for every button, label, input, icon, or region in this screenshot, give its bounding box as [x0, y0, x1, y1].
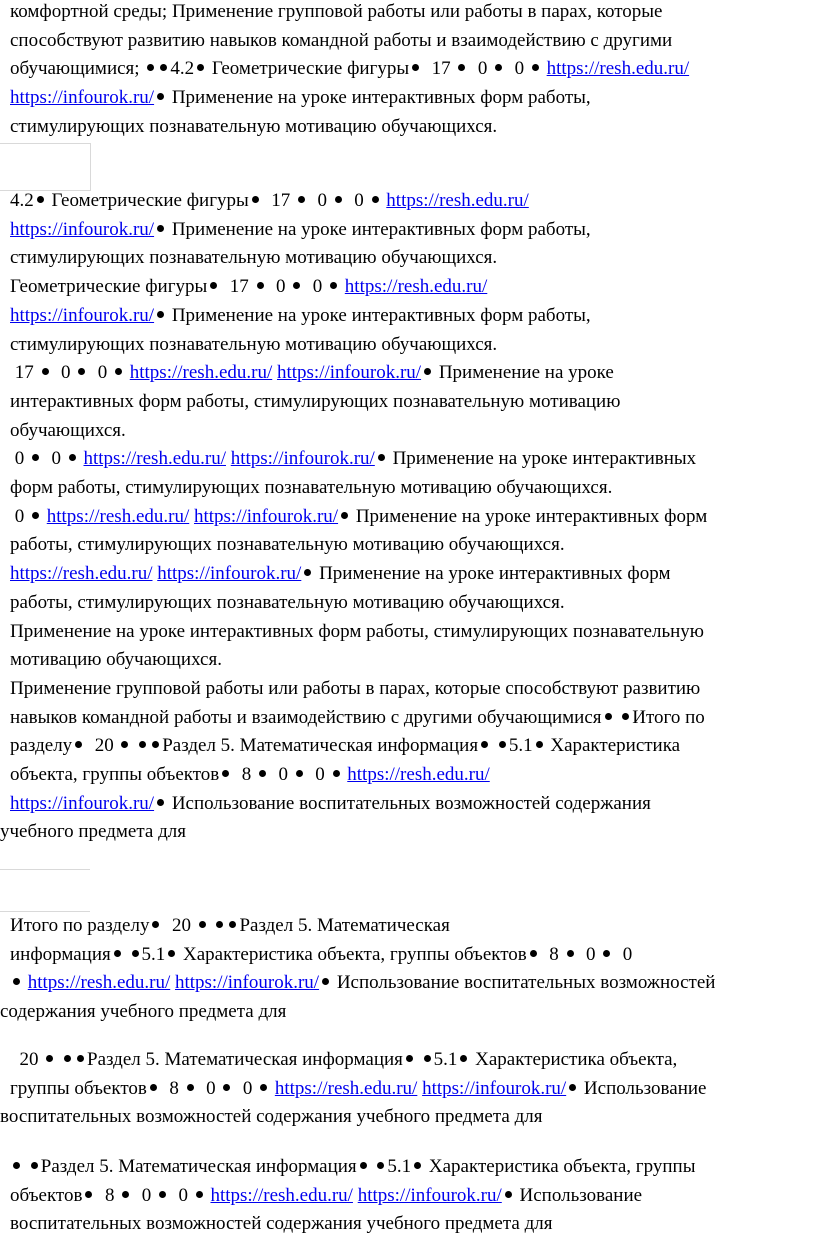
- bullet-icon: [159, 1191, 166, 1198]
- resh-link[interactable]: https://resh.edu.ru/: [347, 764, 490, 786]
- number: 5.1: [433, 1049, 458, 1070]
- infourok-link[interactable]: https://infourok.ru/: [193, 505, 339, 527]
- text-block-5: [10, 1153, 810, 1239]
- total-label: Итого по: [632, 706, 705, 728]
- text-block-3: [0, 912, 810, 1027]
- infourok-link[interactable]: https://infourok.ru/: [230, 448, 375, 470]
- bullet-icon: [378, 454, 385, 461]
- resh-link[interactable]: https://resh.edu.ru/: [83, 448, 226, 470]
- resh-link[interactable]: https://resh.edu.ru/: [210, 1184, 353, 1206]
- bullet-icon: [333, 770, 340, 777]
- bullet-icon: [187, 1084, 194, 1091]
- text-fragment: Использование: [519, 1184, 643, 1206]
- number: 5.1: [508, 735, 533, 757]
- bullet-icon: [257, 282, 264, 289]
- hours-total: 17: [14, 362, 34, 384]
- bullet-icon: [293, 282, 300, 289]
- bullet-icon: [31, 1162, 38, 1169]
- bullet-icon: [260, 1084, 267, 1091]
- text-line: форм работы, стимулирующих познавательную мотивацию обучающихся.: [10, 477, 613, 499]
- bullet-icon: [412, 64, 419, 71]
- bullet-icon: [37, 196, 44, 203]
- text-block-1: [10, 0, 810, 142]
- bullet-icon: [322, 978, 329, 985]
- bullet-icon: [536, 741, 543, 748]
- total-hours: 20: [19, 1049, 39, 1070]
- text-line: [10, 359, 810, 388]
- hours-control: 0: [317, 190, 328, 211]
- text-line: [10, 503, 810, 532]
- number: 5.1: [387, 1156, 412, 1177]
- hours-control: 0: [477, 58, 488, 80]
- topic-name: Характеристика объекта,: [475, 1049, 678, 1070]
- text-line: Применение на уроке интерактивных форм работы, стимулирующих познавательную: [10, 620, 705, 642]
- bullet-icon: [567, 950, 574, 957]
- bullet-icon: [13, 1162, 20, 1169]
- hours-control: 0: [278, 764, 289, 786]
- text-line: учебного предмета для: [0, 821, 186, 843]
- resh-link[interactable]: https://resh.edu.ru/: [546, 58, 690, 80]
- text-line: [10, 790, 810, 819]
- text-line: [10, 216, 810, 245]
- bullet-icon: [64, 1055, 71, 1062]
- infourok-link[interactable]: https://infourok.ru/: [422, 1077, 567, 1099]
- section-title: Раздел 5. Математическая информация: [40, 1156, 357, 1177]
- bullet-icon: [114, 950, 121, 957]
- section-title: информация: [10, 943, 111, 965]
- bullet-icon: [229, 921, 236, 928]
- infourok-link[interactable]: https://infourok.ru/: [10, 218, 155, 240]
- topic-name: Геометрические фигуры: [51, 190, 249, 211]
- bullet-icon: [530, 950, 537, 957]
- hours-control: 0: [586, 943, 596, 965]
- bullet-icon: [481, 741, 488, 748]
- total-hours: 20: [94, 735, 114, 757]
- bullet-icon: [424, 368, 431, 375]
- bullet-icon: [13, 978, 20, 985]
- bullet-icon: [157, 311, 164, 318]
- text-line: стимулирующих познавательную мотивацию обучающихся.: [10, 115, 498, 137]
- resh-link[interactable]: https://resh.edu.ru/: [27, 972, 171, 994]
- bullet-icon: [157, 93, 164, 100]
- bullet-icon: [458, 64, 465, 71]
- text-line: [10, 1153, 810, 1182]
- bullet-icon: [42, 368, 49, 375]
- divider: [0, 869, 90, 870]
- topic-name: Характеристика объекта, группы: [428, 1156, 696, 1177]
- text-line: [10, 560, 810, 589]
- resh-link[interactable]: https://resh.edu.ru/: [46, 505, 190, 527]
- bullet-icon: [147, 64, 154, 71]
- text-line: интерактивных форм работы, стимулирующих познавательную мотивацию: [10, 390, 621, 412]
- text-fragment: разделу: [10, 735, 73, 757]
- text-line: стимулирующих познавательную мотивацию обучающихся.: [10, 333, 498, 355]
- text-fragment: Применение на уроке интерактивных форм работы,: [171, 304, 591, 326]
- text-line: работы, стимулирующих познавательную мотивацию обучающихся.: [10, 591, 565, 613]
- total-label: Итого по разделу: [10, 915, 150, 936]
- bullet-icon: [216, 921, 223, 928]
- bullet-icon: [569, 1084, 576, 1091]
- resh-link[interactable]: https://resh.edu.ru/: [10, 563, 153, 585]
- text-line: содержания учебного предмета для: [0, 1001, 287, 1023]
- hours-total: 17: [271, 190, 291, 211]
- text-line: [10, 55, 810, 84]
- bullet-icon: [298, 196, 305, 203]
- text-fragment: Применение на уроке интерактивных форм работы,: [171, 87, 591, 109]
- infourok-link[interactable]: https://infourok.ru/: [357, 1184, 502, 1206]
- bullet-icon: [85, 1191, 92, 1198]
- hours-practice: 0: [315, 764, 325, 786]
- number: 4.2: [170, 58, 195, 80]
- bullet-icon: [377, 1162, 384, 1169]
- bullet-icon: [160, 64, 167, 71]
- text-fragment: Применение на уроке интерактивных: [392, 448, 697, 470]
- hours-practice: 0: [97, 362, 108, 384]
- bullet-icon: [296, 770, 303, 777]
- text-line: воспитательных возможностей содержания учебного предмета для: [0, 1106, 543, 1128]
- bullet-icon: [75, 741, 82, 748]
- bullet-icon: [150, 1084, 157, 1091]
- text-line: [10, 1075, 810, 1104]
- text-line: мотивацию обучающихся.: [10, 649, 222, 671]
- text-fragment: Применение на уроке интерактивных форм: [355, 505, 708, 527]
- bullet-icon: [152, 921, 159, 928]
- section-title: Раздел 5. Математическая информация: [162, 735, 479, 757]
- bullet-icon: [210, 282, 217, 289]
- text-fragment: Использование воспитательных возможностей содержания: [171, 792, 651, 814]
- total-hours: 20: [171, 915, 191, 936]
- bullet-icon: [115, 368, 122, 375]
- bullet-icon: [499, 741, 506, 748]
- infourok-link[interactable]: https://infourok.ru/: [10, 304, 155, 326]
- hours-total: 8: [549, 943, 559, 965]
- text-line: стимулирующих познавательную мотивацию обучающихся.: [10, 247, 498, 269]
- hours-total: 17: [229, 276, 249, 298]
- topic-name: Геометрические фигуры: [10, 276, 208, 298]
- text-fragment: Применение на уроке интерактивных форм работы,: [171, 218, 591, 240]
- bullet-icon: [139, 741, 146, 748]
- infourok-link[interactable]: https://infourok.ru/: [276, 362, 422, 384]
- text-fragment: навыков командной работы и взаимодействию с другими обучающимися: [10, 706, 602, 728]
- hours-practice: 0: [178, 1184, 188, 1206]
- text-line: [10, 1046, 810, 1075]
- bullet-icon: [157, 799, 164, 806]
- text-line: работы, стимулирующих познавательную мотивацию обучающихся.: [10, 534, 565, 556]
- hours-practice: 0: [354, 190, 364, 211]
- bullet-icon: [69, 454, 76, 461]
- topic-name: группы объектов: [10, 1077, 147, 1099]
- bullet-icon: [460, 1055, 467, 1062]
- text-line: [10, 445, 810, 474]
- bullet-icon: [32, 512, 39, 519]
- text-block-4: [0, 1046, 810, 1132]
- hours-total: 8: [104, 1184, 115, 1206]
- text-line: [10, 187, 810, 216]
- text-line: [10, 1182, 810, 1211]
- text-line: Применение групповой работы или работы в парах, которые способствуют развитию: [10, 677, 701, 699]
- resh-link[interactable]: https://resh.edu.ru/: [344, 276, 488, 298]
- text-line: обучающихся.: [10, 419, 126, 441]
- bullet-icon: [406, 1055, 413, 1062]
- bullet-icon: [335, 196, 342, 203]
- text-line: [10, 302, 810, 331]
- hours-practice: 0: [51, 448, 61, 470]
- bullet-icon: [304, 569, 311, 576]
- text-line: [10, 969, 810, 998]
- bullet-icon: [196, 1191, 203, 1198]
- resh-link[interactable]: https://resh.edu.ru/: [386, 190, 529, 211]
- bullet-icon: [605, 713, 612, 720]
- bullet-icon: [132, 950, 139, 957]
- bullet-icon: [622, 713, 629, 720]
- bullet-icon: [32, 454, 39, 461]
- bullet-icon: [152, 741, 159, 748]
- hours-control: 0: [14, 448, 25, 470]
- bullet-icon: [122, 1191, 129, 1198]
- text-fragment: обучающимися;: [10, 58, 140, 80]
- text-block-2: [0, 187, 810, 847]
- hours-control: 0: [206, 1077, 216, 1099]
- bullet-icon: [330, 282, 337, 289]
- bullet-icon: [424, 1055, 431, 1062]
- infourok-link[interactable]: https://infourok.ru/: [174, 972, 320, 994]
- hours-practice: 0: [312, 276, 323, 298]
- bullet-icon: [603, 950, 610, 957]
- bullet-icon: [223, 1084, 230, 1091]
- topic-name: объекта, группы объектов: [10, 764, 220, 786]
- resh-link[interactable]: https://resh.edu.ru/: [129, 362, 273, 384]
- infourok-link[interactable]: https://infourok.ru/: [157, 563, 302, 585]
- hours-total: 8: [241, 764, 252, 786]
- resh-link[interactable]: https://resh.edu.ru/: [274, 1077, 418, 1099]
- text-line: [10, 761, 810, 790]
- empty-cell: [0, 143, 91, 191]
- text-line: [10, 941, 810, 970]
- topic-name: объектов: [10, 1184, 83, 1206]
- text-fragment: Применение на уроке интерактивных форм: [319, 563, 671, 585]
- hours-total: 8: [169, 1077, 179, 1099]
- bullet-icon: [360, 1162, 367, 1169]
- section-title: Раздел 5. Математическая информация: [87, 1049, 403, 1070]
- bullet-icon: [77, 1055, 84, 1062]
- topic-name: Характеристика: [550, 735, 681, 757]
- bullet-icon: [46, 1055, 53, 1062]
- bullet-icon: [495, 64, 502, 71]
- text-fragment: Использование: [583, 1077, 707, 1099]
- infourok-link[interactable]: https://infourok.ru/: [10, 792, 155, 814]
- bullet-icon: [414, 1162, 421, 1169]
- bullet-icon: [341, 512, 348, 519]
- hours-practice: 0: [242, 1077, 253, 1099]
- hours-practice: 0: [622, 943, 633, 965]
- text-fragment: Применение на уроке: [438, 362, 614, 384]
- bullet-icon: [532, 64, 539, 71]
- bullet-icon: [157, 225, 164, 232]
- number: 4.2: [10, 190, 34, 211]
- number: 5.1: [141, 943, 166, 965]
- text-line: [10, 704, 810, 733]
- text-line: комфортной среды; Применение групповой работы или работы в парах, которые: [10, 1, 663, 22]
- bullet-icon: [168, 950, 175, 957]
- hours-control: 0: [141, 1184, 152, 1206]
- bullet-icon: [78, 368, 85, 375]
- section-title: Раздел 5. Математическая: [239, 915, 450, 936]
- bullet-icon: [505, 1191, 512, 1198]
- infourok-link[interactable]: https://infourok.ru/: [10, 87, 155, 109]
- text-line: [10, 273, 810, 302]
- hours-control: 0: [276, 276, 286, 298]
- text-line: воспитательных возможностей содержания учебного предмета для: [10, 1213, 553, 1235]
- bullet-icon: [252, 196, 259, 203]
- hours-practice: 0: [514, 58, 525, 80]
- hours-practice: 0: [14, 505, 25, 527]
- bullet-icon: [199, 921, 206, 928]
- bullet-icon: [121, 741, 128, 748]
- text-fragment: Использование воспитательных возможностей: [336, 972, 716, 994]
- bullet-icon: [197, 64, 204, 71]
- text-line: [10, 84, 810, 113]
- bullet-icon: [259, 770, 266, 777]
- topic-name: Геометрические фигуры: [211, 58, 410, 80]
- topic-name: Характеристика объекта, группы объектов: [183, 943, 527, 965]
- bullet-icon: [222, 770, 229, 777]
- text-line: способствуют развитию навыков командной работы и взаимодействию с другими: [10, 29, 673, 51]
- bullet-icon: [372, 196, 379, 203]
- hours-control: 0: [61, 362, 71, 384]
- text-line: [10, 732, 810, 761]
- hours-total: 17: [431, 58, 451, 80]
- text-line: [10, 912, 810, 941]
